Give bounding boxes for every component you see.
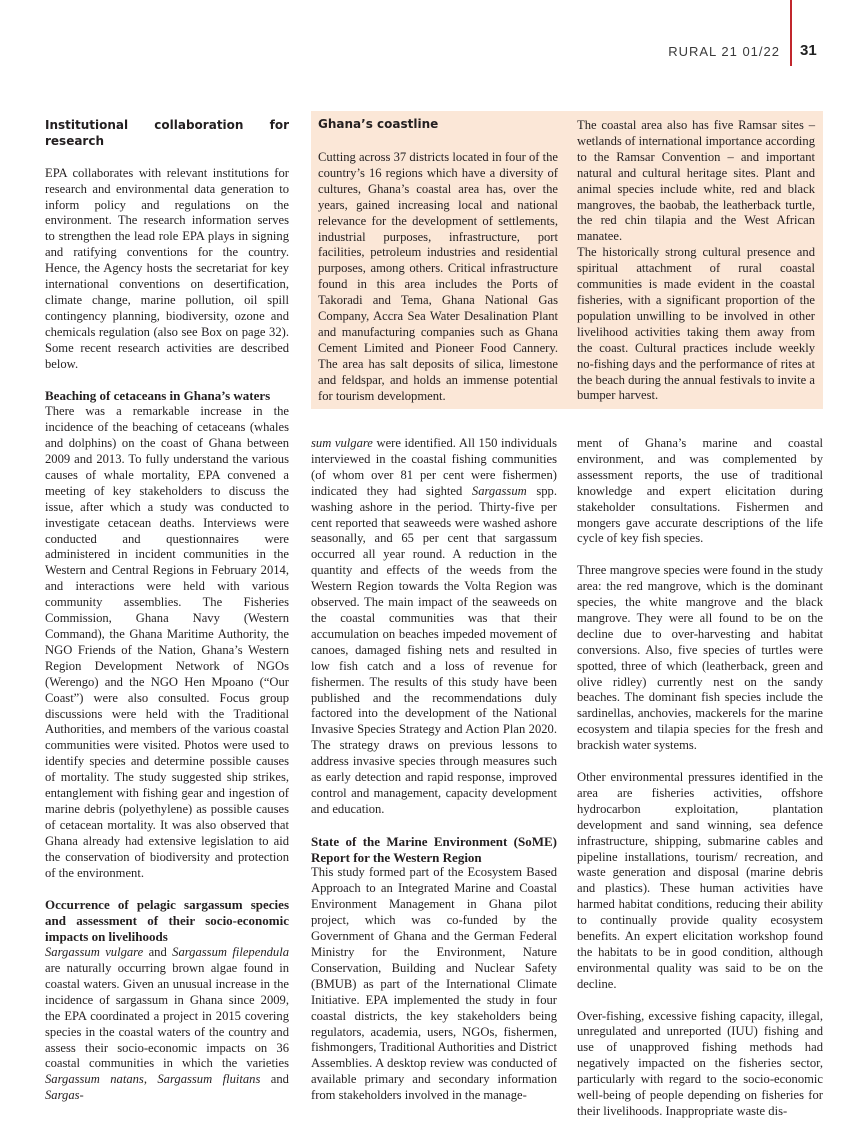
text-run: and — [143, 945, 173, 960]
section-heading: Occurrence of pelagic sargassum species and assessment of their socio-economic impacts on livelihoods — [45, 897, 289, 945]
paragraph: Other environmental pressures identified in the area are fisheries activities, offshore hydrocarbon exploitation, plantation development and sand winning, sea defence infrastructure, shipping, submarine cables and pipeline installations, tourism/ recreation, and waste generation and disposal (marine debris and plastics). These human activities have harmed habitat conditions, reducing their ability to continually provide quality ecosystem benefits. An expert elicitation workshop found the habitats to be in good condition, although environmental quality was said to be on the decline. — [577, 770, 823, 991]
box-left-column — [318, 150, 558, 405]
text-run: spp. washing ashore in the period. Thirty-five per cent reported that seaweeds were washed ashore seasonally, and 65 per cent that sargassum occurred all year round. A reduction in the quantity and effects of the weeds from the Western Region towards the Volta Region was observed. The main impact of the seaweeds on the coastal communities was that their accumulation on beaches impeded movement of canoes, damaged fishing nets and resulted in low fish catch and a loss of revenue for fishermen. The results of this study have been published and the recommendations duly factored into the development of the National Invasive Species Strategy and Action Plan 2020. The strategy draws on previous lessons to address invasive species through measures such as early detection and rapid response, improved control and management, capacity development and education. — [311, 483, 558, 816]
species-name: Sargas- — [45, 1088, 84, 1103]
running-title: RURAL 21 01/22 — [668, 44, 780, 59]
species-name: Sargassum — [471, 483, 527, 498]
paragraph: Three mangrove species were found in the study area: the red mangrove, which is the dominant species, the white mangrove and the black mangrove. They were all found to be on the decline due to over-harvesting and habitat conversions. Also, five species of turtles were spotted, three of which (leatherback, green and olive ridley) currently nest on the sandy beaches. The dominant fish species include the sardinellas, anchovies, mackerels for the marine ecosystem and tilapia species for the fresh and brackish water systems. — [577, 563, 823, 753]
text-run: are naturally occurring brown algae found in coastal waters. Given an unusual increase in the incidence of sargassum in Ghana since 2009, the EPA coordinated a project in 2015 covering species in the coastal waters of the country and assess their socio-economic impacts on 36 coastal communities in which the varieties — [45, 960, 289, 1071]
paragraph: ment of Ghana’s marine and coastal environment, and was complemented by assessment reports, the use of traditional knowledge and expert elicitation during stakeholder consultations. Fishermen and mongers gave accurate descriptions of the life cycle of key fish species. — [577, 436, 823, 546]
column-1 — [45, 118, 289, 1104]
page-number: 31 — [800, 42, 817, 59]
box-paragraph: Cutting across 37 districts located in four of the country’s 16 regions which have a diversity of cultures, Ghana’s coastal area has, over the years, gained increasing local and national relevance for the development of settlements, industrial purposes, infrastructure, port facilities, petroleum industries and residential purposes, among others. Critical infrastructure found in this area includes the Ports of Takoradi and Tema, Ghana National Gas Company, Accra Sea Water Desalination Plant and manufacturing companies such as Ghana Cement Limited and Pioneer Food Cannery. The area has salt deposits of silica, limestone and feldspar, and holds an immense potential for tourism development. — [318, 150, 558, 403]
paragraph: EPA collaborates with relevant institutions for research and environmental data generation to inform policy and regulations on the environment. The research information serves to strengthen the lead role EPA plays in signing and ratifying conventions for the country. Hence, the Agency hosts the secretariat for key international conventions on desertification, climate change, marine pollution, oil spill contingency planning, biodiversity, ozone and chemicals regulation (also see Box on page 32). Some recent research activities are described below. — [45, 165, 289, 371]
box-title: Ghana’s coastline — [318, 117, 439, 131]
paragraph — [311, 436, 557, 818]
text-run: were identified. All 150 individuals interviewed in the coastal fishing communities (of whom over 81 per cent were fishermen) indicated they had sighted — [311, 436, 557, 498]
section-heading: Institutional collaboration for research — [45, 118, 289, 148]
paragraph — [45, 945, 289, 1104]
box-paragraph: The historically strong cultural presence and spiritual attachment of rural coastal communities is made evident in the coastal fisheries, with a significant proportion of the population unwilling to be involved in other livelihood activities taking them away from the coast. Cultural practices include weekly no-fishing days and the performance of rites at the beach during the annual festivals to invite a bumper harvest. — [577, 245, 815, 403]
species-name: Sargassum filependula — [172, 945, 290, 960]
species-name: sum vulgare — [311, 436, 373, 450]
box-right-column — [577, 118, 815, 404]
text-run: and — [260, 1072, 289, 1087]
box-paragraph: The coastal area also has five Ramsar sites – wetlands of international importance according to the Ramsar Convention – and important natural and cultural heritage sites. Plant and animal species include white, red and black mangroves, the baobab, the leatherback turtle, the red chin tilapia and the West African manatee. — [577, 118, 815, 244]
species-name: Sargassum natans — [45, 1072, 144, 1087]
column-2 — [311, 436, 557, 1104]
header-accent-line — [790, 0, 792, 66]
section-heading: State of the Marine Environment (SoME) Report for the Western Region — [311, 833, 557, 865]
paragraph: Over-fishing, excessive fishing capacity, illegal, unregulated and unreported (IUU) fishing and use of unapproved fishing methods had negatively impacted on the fisheries sector, particularly with regard to the socio-economic well-being of people depending on fisheries for their livelihoods. Inappropriate waste dis- — [577, 1008, 823, 1119]
species-name: Sargassum vulgare — [45, 945, 144, 960]
paragraph: There was a remarkable increase in the incidence of the beaching of cetaceans (whales and dolphins) on the coast of Ghana between 2009 and 2013. To fully understand the various causes of whale mortality, EPA convened a meeting of key stakeholders to discuss the issue, after which a study was conducted to investigate cetacean deaths. Interviews were conducted and questionnaires were administered in incident communities in the Western and Central Regions in February 2014, and interactions were held with various community assemblies. The Fisheries Commission, Ghana Navy (Western Command), the Ghana Maritime Authority, the NGO Friends of the Nation, Ghana’s Western Region Development Network of NGOs (Werengo) and the NGO Hen Mpoano (“Our Coast”) were also consulted. Focus group discussions were held with the Traditional Authorities, and members of the various coastal communities were visited. Photos were used to identify species and determine possible causes of mortality. The study suggested ship strikes, entanglement with fishing gear and ingestion of marine debris (polyethylene) as possible causes of cetacean mortality. It was also observed that Ghana already had extensive legislation to aid the conservation of biodiversity and protection of the environment. — [45, 404, 289, 880]
section-heading: Beaching of cetaceans in Ghana’s waters — [45, 388, 271, 404]
paragraph: This study formed part of the Ecosystem Based Approach to an Integrated Marine and Coastal Environment Management in Ghana pilot project, which was co-funded by the Government of Ghana and the German Federal Ministry for the Environment, Nature Conservation, Building and Nuclear Safety (BMUB) as part of the International Climate Initiative. EPA implemented the study in four coastal districts, the key stakeholders being regulators, academia, users, NGOs, fishermen, fishmongers, Traditional Authorities and District Assemblies. A desktop review was conducted of available primary and secondary information from stakeholders involved in the manage- — [311, 865, 557, 1103]
column-3 — [577, 436, 823, 1120]
text-run: , — [143, 1072, 158, 1087]
species-name: Sargassum fluitans — [157, 1072, 261, 1087]
